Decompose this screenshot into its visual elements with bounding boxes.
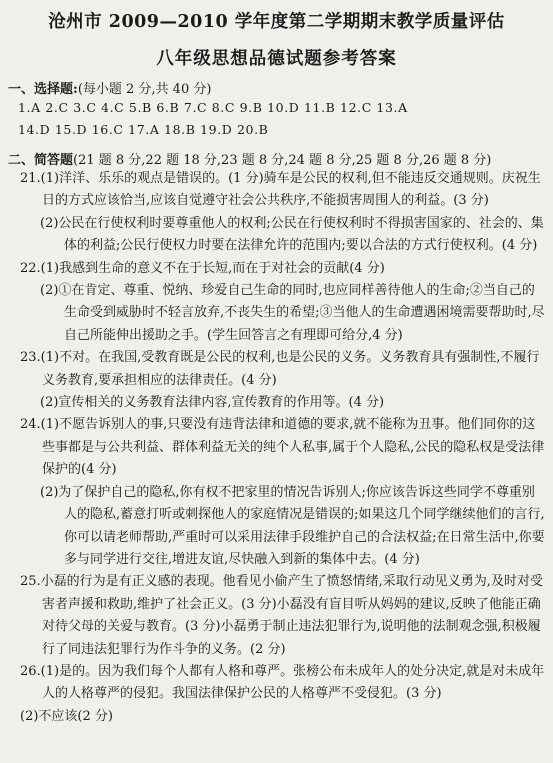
q21-part2: (2)公民在行使权利时要尊重他人的权利;公民在行使权利时不得损害国家的、社会的、集体的利益;公民行使权力时要在法律允许的范围内;要以合法的方式行使权利。(4 分) bbox=[40, 215, 544, 254]
q23-part1: 23.(1)不对。在我国,受教育既是公民的权利,也是公民的义务。义务教育具有强制性,不履行义务教育,要承担相应的法律责任。(4 分) bbox=[20, 350, 540, 388]
q24-part1: 24.(1)不愿告诉别人的事,只要没有违背法律和道德的要求,就不能称为丑事。他们同你的这些事都是与公共利益、群体利益无关的纯个人私事,属于个人隐私,公民的隐私权是受法律保护的(4 分) bbox=[20, 417, 545, 478]
q22-part1: 22.(1)我感到生命的意义不在于长短,而在于对社会的贡献(4 分) bbox=[20, 260, 385, 276]
question-23 bbox=[8, 347, 545, 414]
q23-part2: (2)宣传相关的义务教育法律内容,宣传教育的作用等。(4 分) bbox=[40, 395, 385, 411]
page-subtitle: 八年级思想品德试题参考答案 bbox=[156, 49, 397, 69]
question-26 bbox=[8, 661, 545, 728]
q24-part2: (2)为了保护自己的隐私,你有权不把家里的情况告诉别人;你应该告诉这些同学不尊重别人的隐私,蓄意打听或刺探他人的家庭情况是错误的;如果这几个同学继续他们的言行,你可以请老师帮助,严重时可以采用法律手段维护自己的合法权益;在日常生活中,你要多与同学进行交往,增进友谊,尽快融入到新的集体中去。(4 分) bbox=[40, 484, 545, 567]
choice-answers-row-2: 14.D 15.D 16.C 17.A 18.B 19.D 20.B bbox=[18, 122, 269, 137]
q26-part1: 26.(1)是的。因为我们每个人都有人格和尊严。张榜公布未成年人的处分决定,就是对未成年人的人格尊严的侵犯。我国法律保护公民的人格尊严不受侵犯。(3 分) bbox=[20, 663, 545, 702]
section-short-answer-title: 二、简答题 bbox=[8, 153, 74, 168]
section-short-answer-note: (21 题 8 分,22 题 18 分,23 题 8 分,24 题 8 分,25 题 8 分,26 题 8 分) bbox=[73, 153, 492, 168]
section-choice-title: 一、选择题: bbox=[8, 82, 78, 97]
choice-answers-row-1: 1.A 2.C 3.C 4.C 5.B 6.B 7.C 8.C 9.B 10.D 11.B 12.C 13.A bbox=[18, 100, 408, 115]
question-24 bbox=[8, 414, 545, 571]
page-title: 沧州市 2009—2010 学年度第二学期期末教学质量评估 bbox=[48, 12, 505, 32]
q26-part2: (2)不应该(2 分) bbox=[20, 708, 113, 724]
section-short-answer-heading bbox=[8, 149, 545, 168]
q22-part2: (2)①在肯定、尊重、悦纳、珍爱自己生命的同时,也应同样善待他人的生命;②当自己的生命受到威胁时不轻言放弃,不丧失生的希望;③当他人的生命遭遇困境需要帮助时,尽自己所能伸出援助之手。(学生回答言之有理即可给分,4 分) bbox=[40, 283, 545, 343]
q21-part1: 21.(1)洋洋、乐乐的观点是错误的。(1 分)骑车是公民的权利,但不能违反交通规则。庆祝生日的方式应该恰当,应该自觉遵守社会公共秩序,不能损害周围人的利益。(3 分) bbox=[20, 171, 541, 209]
question-22 bbox=[8, 258, 545, 348]
question-25 bbox=[8, 571, 545, 661]
q25-text: 25.小磊的行为是有正义感的表现。他看见小偷产生了愤怒情绪,采取行动见义勇为,及时对受害者声援和救助,维护了社会正义。(3 分)小磊没有盲目听从妈妈的建议,反映了他能正确对待父母的关爱与教育。(3 分)小磊勇于制止违法犯罪行为,说明他的法制观念强,积极履行了同违法犯罪行为作斗争的义务。(2 分) bbox=[20, 574, 543, 657]
question-21 bbox=[8, 168, 545, 258]
section-choice-heading bbox=[8, 78, 545, 97]
section-choice-note: (每小题 2 分,共 40 分) bbox=[77, 82, 212, 97]
